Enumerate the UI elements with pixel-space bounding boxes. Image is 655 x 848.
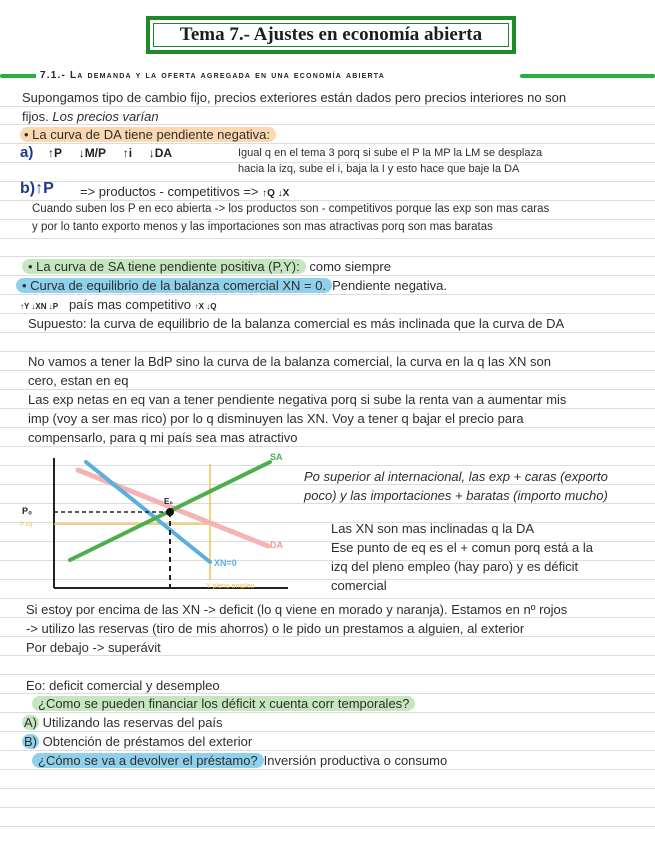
e0-point	[166, 508, 174, 516]
question-2: ¿Cómo se va a devolver el préstamo? Inversión productiva o consumo	[32, 752, 447, 769]
da-a-note-2: hacia la izq, sube el i, baja la I y esto hace que baje la DA	[238, 163, 520, 175]
xn-label: XN=0	[214, 558, 237, 568]
p2-line-3: compensarlo, para q mi país sea mas atractivo	[28, 430, 298, 445]
after-line-2: -> utilizo las reservas (tiro de mis ahorros) o le pido un prestamos a alguien, al exterior	[26, 621, 525, 636]
e0-label: E₀	[164, 497, 173, 506]
p1-line-1: No vamos a tener la BdP sino la curva de la balanza comercial, la curva en la q las XN son	[28, 354, 551, 369]
answer-b-letter: B)	[24, 734, 37, 749]
sa-label: SA	[270, 452, 283, 462]
answer-b: B) Obtención de préstamos del exterior	[24, 734, 253, 749]
xn-hand-2: ↑X ↓Q	[194, 302, 217, 311]
p1-line-2: cero, estan en eq	[28, 373, 129, 388]
section-title: 7.1.- La demanda y la oferta agregada en una economía abierta	[36, 68, 389, 84]
right-note-2: Ese punto de eq es el + comun porq está a la	[331, 540, 593, 555]
equilibrium-graph	[18, 448, 318, 598]
da-b-text: => productos - competitivos => ↑Q ↓X	[80, 184, 290, 199]
p0-label: P₀	[22, 506, 33, 516]
da-a-label: a)	[20, 144, 34, 161]
p2-line-2: imp (voy a ser mas rico) por lo q disminuyen las XN. Voy a tener q bajar el precio para	[28, 411, 524, 426]
da-b-note-2: y por lo tanto exporto menos y las importaciones son mas atractivas porq son mas baratas	[32, 221, 493, 233]
question-1: ¿Como se pueden financiar los déficit x cuenta corr temporales?	[32, 695, 415, 712]
intro-italic: Los precios varían	[52, 109, 159, 124]
da-b-hand: ↑Q ↓X	[262, 188, 290, 199]
da-b-note-1: Cuando suben los P en eco abierta -> los productos son - competitivos porque las exp son mas caras	[32, 203, 550, 215]
answer-a: A) Utilizando las reservas del país	[24, 715, 223, 730]
p2-line-1: Las exp netas en eq van a tener pendiente negativa porq si sube la renta van a aumentar mis	[28, 392, 567, 407]
xn-hand-1: ↑Y ↓XN ↓P	[20, 302, 59, 311]
da-label: DA	[270, 540, 283, 550]
answer-a-letter: A)	[24, 715, 37, 730]
da-a-chain: ↑P ↓M/P ↑i ↓DA	[48, 146, 173, 160]
right-note-3: izq del pleno empleo (hay paro) y es déficit	[331, 559, 579, 574]
xn-line: • Curva de equilibrio de la balanza comercial XN = 0. Pendiente negativa.	[16, 277, 447, 294]
after-line-4: Eo: deficit comercial y desempleo	[26, 678, 220, 693]
da-bullet: • La curva de DA tiene pendiente negativa:	[20, 126, 276, 143]
right-note-4: comercial	[331, 578, 387, 593]
intro-line-1: Supongamos tipo de cambio fijo, precios exteriores están dados pero precios interiores no son	[22, 90, 567, 105]
xn-supuesto: Supuesto: la curva de equilibrio de la balanza comercial es más inclinada que la curva de DA	[28, 316, 565, 331]
page-title-box	[146, 16, 516, 54]
intro-line-2: fijos. Los precios varían	[22, 109, 159, 124]
peq-label: P eq	[20, 522, 33, 528]
page-title: Tema 7.- Ajustes en economía abierta	[179, 24, 483, 45]
section-header	[0, 68, 655, 84]
after-line-1: Si estoy por encima de las XN -> deficit (lo q viene en morado y naranja). Estamos en nº rojos	[26, 602, 568, 617]
pleno-label: Y pleno empleo	[206, 583, 255, 590]
after-line-3: Por debajo -> superávit	[26, 640, 161, 655]
da-b-label: b)↑P	[20, 180, 54, 197]
right-italic-1: Po superior al internacional, las exp + caras (exporto	[304, 469, 608, 484]
sa-line: • La curva de SA tiene pendiente positiva (P,Y): como siempre	[22, 258, 391, 275]
right-italic-2: poco) y las importaciones + baratas (importo mucho)	[304, 488, 608, 503]
da-a-note-1: Igual q en el tema 3 porq si sube el P la MP la LM se desplaza	[238, 147, 543, 159]
right-note-1: Las XN son mas inclinadas q la DA	[331, 521, 535, 536]
xn-competitive-line: ↑Y ↓XN ↓P país mas competitivo ↑X ↓Q	[20, 297, 217, 312]
